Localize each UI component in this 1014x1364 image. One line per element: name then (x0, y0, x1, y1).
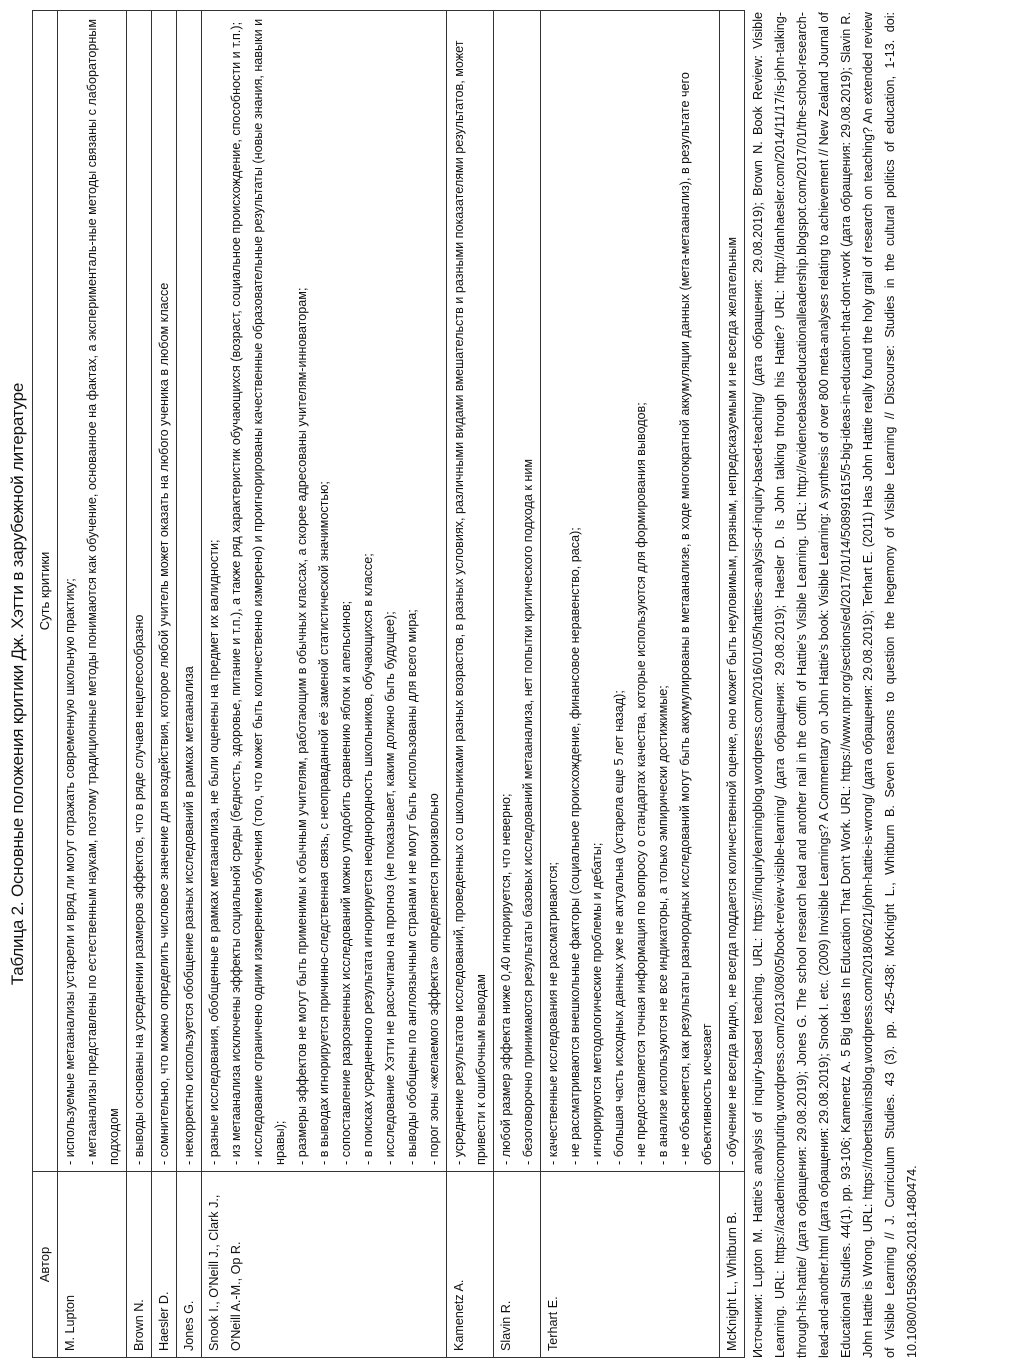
critique-item: - из метаанализа исключены эффекты социальной среды (бедность, здоровье, питание и т.п.), а также ряд характеристик обучающихся (возраст, социальное происхождение, способности и т.п.); (229, 21, 243, 1165)
author-cell: M. Lupton (58, 1172, 127, 1358)
table-row (541, 11, 720, 1358)
author-cell: McKnight L., Whitburn B. (720, 1172, 745, 1358)
table-title: Таблица 2. Основные положения критики Дж. Хэтти в зарубежной литературе (8, 382, 27, 986)
author-cell: Jones G. (177, 1172, 202, 1358)
table-row (494, 11, 541, 1358)
sources-note: Источники: Lupton M. Hattie's analysis of inquiry-based teaching. URL: https://inquirylearningblog.wordpress.com/2016/01/05/hatties-analysis-of-inquiry-based-teaching/ (дата обращения: 29.08.2019); Brown N. Book Review: Visible Learning. URL: https://academiccomputing.wordpress.com/2013/08/05/book-review-visible-learning/ (дата обращения: 29.08.2019); Haesler D. Is John talking through his Hattie? URL: http://danhaesler.com/2014/11/17/is-john-talking-through-his-hattie/ (дата обращения: 29.08.2019); Jones G. The school research lead and another nail in the coffin of Hattie's Visible Learning. URL: http://evidencebasededucationalleadership.blogspot.com/2017/01/the-school-research-lead-and-another.html (дата обращения: 29.08.2019); Snook I. etc. (2009) Invisible Learnings? A Commentary on John Hattie's book: Visible Learning: A synthesis of over 800 meta-analyses relating to achievement // New Zealand Journal of Educational Studies. 44(1). pp. 93-106; Kamenetz A. 5 Big Ideas In Education That Don't Work. URL: https://www.npr.org/sections/ed/2017/01/14/508991615/5-big-ideas-in-education-that-dont-work (дата обращения: 29.08.2019); Slavin R. John Hattie is Wrong. URL: https://robertslavinsblog.wordpress.com/2018/06/21/john-hattie-is-wrong/ (дата обращения: 29.08.2019); Terhart E. (2011) Has John Hattie really found the holy grail of research on teaching? An extended review of Visible Learning // J. Curriculum Studies. 43 (3). pp. 425-438; McKnight L., Whitburn B. Seven reasons to question the hegemony of Visible Learning // Discourse: Studies in the cultural politics of education, 1-13. doi: 10.1080/01596306.2018.1480474. (751, 12, 919, 1358)
critique-item: - метаанализы представлены по естественным наукам, поэтому традиционные методы понимаются как обучение, основанное на фактах, а эксперименталь-ные методы связаны с лабораторным подходом (85, 19, 121, 1165)
critique-item: - некорректно используется обобщение разных исследований в рамках метаанализа (182, 666, 196, 1165)
critique-item: - используемые метаанализы устарели и вряд ли могут отражать современную школьную практику; (63, 578, 77, 1165)
author-cell: Slavin R. (494, 1172, 541, 1358)
critique-item: - в анализе используются не все индикаторы, а только эмпирически достижимые; (656, 685, 670, 1165)
critique-item: - сопоставление разрозненных исследований можно уподобить сравнению яблок и апельсинов; (339, 600, 353, 1165)
critique-item: - усреднение результатов исследований, проведенных со школьниками разных возрастов, в разных условиях, различными видами вмешательств и разными показателями результатов, может привести к ошибочным выводам (452, 40, 488, 1165)
critique-cell (202, 11, 447, 1172)
table-row (202, 11, 447, 1358)
critique-item: - безоговорочно принимаются результаты базовых исследований метаанализа, нет попытки критического подхода к ним (521, 458, 535, 1165)
critique-cell (447, 11, 494, 1172)
critique-item: - сомнительно, что можно определить числовое значение для воздействия, которое любой учитель может оказать на любого ученика в любом классе (157, 282, 171, 1165)
critique-item: - исследование ограничено одним измерением обучения (того, что может быть количественно измерено) и проигнорированы качественные образовательные результаты (новые знания, навыки и нравы); (251, 18, 287, 1165)
critique-item: - не предоставляется точная информация по вопросу о стандартах качества, которые используются для формирования выводов; (634, 402, 648, 1165)
critique-cell (720, 11, 745, 1172)
column-header-critique: Суть критики (33, 11, 58, 1172)
critique-item: - выводы обобщены по англоязычным странам и не могут быть использованы для всего мира; (405, 609, 419, 1165)
critique-item: - размеры эффектов не могут быть применимы к обычным учителям, работающим в обычных классах, а скорее адресованы учителям-инноваторам; (295, 287, 309, 1165)
critique-item: - не рассматриваются внешкольные факторы (социальное происхождение, финансовое неравенство, раса); (568, 527, 582, 1165)
critique-cell (494, 11, 541, 1172)
table-header-row (33, 11, 58, 1358)
critique-cell (177, 11, 202, 1172)
critique-item: - в выводах игнорируется причинно-следственная связь, с неоправданной её заменой статистической значимостью; (317, 481, 331, 1165)
critique-cell (152, 11, 177, 1172)
critique-item: - качественные исследования не рассматриваются; (546, 862, 560, 1165)
table-row (152, 11, 177, 1358)
author-cell: Brown N. (127, 1172, 152, 1358)
table-row (447, 11, 494, 1358)
author-cell: Terhart E. (541, 1172, 720, 1358)
column-header-author: Автор (33, 1172, 58, 1358)
critique-item: - разные исследования, обобщенные в рамках метаанализа, не были оценены на предмет их валидности; (207, 539, 221, 1165)
table-row (720, 11, 745, 1358)
critique-item: - не объясняется, как результаты разнородных исследований могут быть аккумулированы в метаанализе, в ходе многократной аккумуляции данных (мета-метаанализ), в результате чего объективность исчезает (678, 72, 714, 1165)
author-cell: Haesler D. (152, 1172, 177, 1358)
critique-table (32, 10, 745, 1358)
critique-cell (541, 11, 720, 1172)
critique-item: - выводы основаны на усреднении размеров эффектов, что в ряде случаев нецелесообразно (132, 614, 146, 1165)
critique-cell (58, 11, 127, 1172)
table-row (127, 11, 152, 1358)
critique-item: - любой размер эффекта ниже 0,40 игнорируется, что неверно; (499, 793, 513, 1165)
critique-item: - игнорируются методологические проблемы и дебаты; (590, 842, 604, 1165)
critique-item: - большая часть исходных данных уже не актуальна (устарела еще 5 лет назад); (612, 690, 626, 1165)
table-row (58, 11, 127, 1358)
critique-item: - обучение не всегда видно, не всегда поддается количественной оценке, оно может быть неуловимым, грязным, непредсказуемым и не всегда желательным (725, 236, 739, 1165)
author-cell: Snook I., O'Neill J., Clark J., O'Neill A.-M., Op R. (202, 1172, 447, 1358)
critique-cell (127, 11, 152, 1172)
critique-item: - исследование Хэтти не рассчитано на прогноз (не показывает, каким должно быть будущее); (383, 611, 397, 1165)
author-cell: Kamenetz A. (447, 1172, 494, 1358)
critique-item: - порог зоны «желаемого эффекта» определяется произвольно (427, 793, 441, 1165)
table-row (177, 11, 202, 1358)
critique-item: - в поисках усредненного результата игнорируется неоднородность школьников, обучающихся в классе; (361, 553, 375, 1165)
